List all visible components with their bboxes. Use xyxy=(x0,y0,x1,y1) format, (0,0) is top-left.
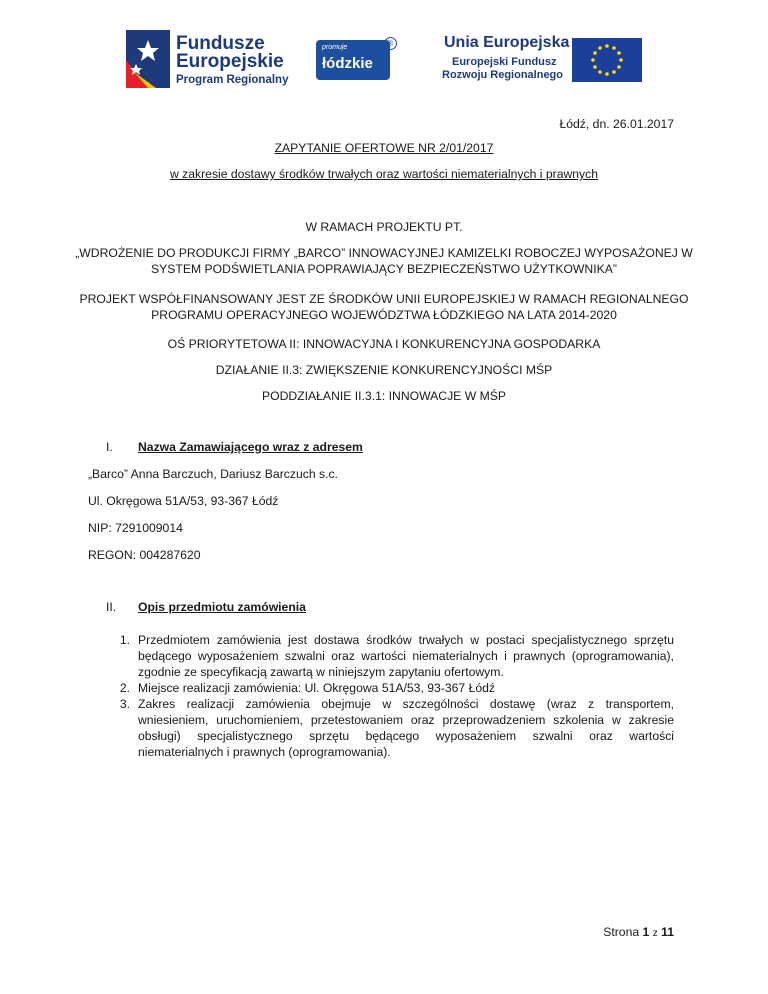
registered-icon: ® xyxy=(384,37,397,50)
list-item-number: 1. xyxy=(119,633,130,647)
logo-fundusze-europejskie xyxy=(126,30,289,90)
list-item xyxy=(138,696,674,760)
priority-axis: OŚ PRIORYTETOWA II: INNOWACYJNA I KONKURENCYJNA GOSPODARKA xyxy=(167,337,601,351)
list-item xyxy=(138,680,674,696)
project-name-line2: SYSTEM PODŚWIETLANIA POPRAWIAJĄCY BEZPIECZEŃSTWO UŻYTKOWNIKA” xyxy=(151,262,617,276)
fe-emblem-icon xyxy=(126,30,170,88)
list-item-line: będącego wyposażeniem szwalni oraz wartości niematerialnych i prawnych (oprogramowania), xyxy=(138,649,674,663)
section1-number: I. xyxy=(106,440,113,454)
company-name: „Barco” Anna Barczuch, Dariusz Barczuch s.c. xyxy=(88,467,338,481)
fe-title-line1: Fundusze xyxy=(176,33,265,54)
ue-subtitle-line1: Europejski Fundusz xyxy=(452,56,557,68)
section1-title: Nazwa Zamawiającego wraz z adresem xyxy=(138,440,363,454)
ue-title: Unia Europejska xyxy=(444,34,570,51)
logo-unia-europejska xyxy=(444,34,644,94)
list-item-line: niematerialnych i prawnych (oprogramowania). xyxy=(138,745,391,759)
list-item-line: Miejsce realizacji zamówienia: Ul. Okręgowa 51A/53, 93-367 Łódź xyxy=(138,681,495,695)
company-nip: NIP: 7291009014 xyxy=(88,521,183,535)
action: DZIAŁANIE II.3: ZWIĘKSZENIE KONKURENCYJNOŚCI MŚP xyxy=(215,363,553,377)
page-total: 11 xyxy=(661,925,674,939)
page-number: 1 xyxy=(642,925,650,939)
ue-subtitle-line2: Rozwoju Regionalnego xyxy=(442,69,563,81)
list-item-line: obsługi) specjalistycznego sprzętu będącego wyposażeniem szwalni oraz wartości xyxy=(138,729,674,743)
page-separator: z xyxy=(652,928,658,939)
list-item-line: zgodnie ze specyfikacją zawartą w niniejszym zapytaniu ofertowym. xyxy=(138,665,504,679)
lodz-name-text: łódzkie xyxy=(322,55,373,72)
project-name-line1: „WDROŻENIE DO PRODUKCJI FIRMY „BARCO” INNOWACYJNEJ KAMIZELKI ROBOCZEJ WYPOSAŻONEJ W xyxy=(75,246,693,260)
logo-promuje-lodzkie xyxy=(316,40,390,80)
list-item-line: Zakres realizacji zamówienia obejmuje w szczególności dostawę (wraz z transportem, xyxy=(138,697,674,711)
company-regon: REGON: 004287620 xyxy=(88,548,201,562)
subaction: PODDZIAŁANIE II.3.1: INNOWACJE W MŚP xyxy=(261,389,506,403)
list-item xyxy=(138,632,674,680)
list-item-number: 3. xyxy=(119,697,130,711)
company-address: Ul. Okręgowa 51A/53, 93-367 Łódź xyxy=(88,494,279,508)
list-item-number: 2. xyxy=(119,681,130,695)
document-subtitle: w zakresie dostawy środków trwałych oraz wartości niematerialnych i prawnych xyxy=(169,167,599,181)
project-lead: W RAMACH PROJEKTU PT. xyxy=(305,220,463,234)
section2-title: Opis przedmiotu zamówienia xyxy=(138,600,306,614)
document-title: ZAPYTANIE OFERTOWE NR 2/01/2017 xyxy=(274,141,494,155)
place-date: Łódź, dn. 26.01.2017 xyxy=(559,117,674,131)
fe-title-line2: Europejskie xyxy=(176,51,284,72)
section2-number: II. xyxy=(106,600,117,614)
cofinancing-line2: PROGRAMU OPERACYJNEGO WOJEWÓDZTWA ŁÓDZKIEGO NA LATA 2014-2020 xyxy=(151,308,617,322)
page-label: Strona xyxy=(603,925,640,939)
list-item-line: Przedmiotem zamówienia jest dostawa środków trwałych w postaci specjalistycznego sprzętu xyxy=(138,633,674,647)
page-footer xyxy=(603,924,674,942)
eu-flag-icon xyxy=(572,38,642,82)
lodz-promuje-text: promuje xyxy=(322,44,348,51)
fe-subtitle: Program Regionalny xyxy=(176,74,289,86)
cofinancing-line1: PROJEKT WSPÓŁFINANSOWANY JEST ZE ŚRODKÓW UNII EUROPEJSKIEJ W RAMACH REGIONALNEGO xyxy=(79,292,689,306)
list-item-line: wniesieniem, uruchomieniem, przetestowaniem oraz przeprowadzeniem szkolenia w zakresie xyxy=(138,713,674,727)
